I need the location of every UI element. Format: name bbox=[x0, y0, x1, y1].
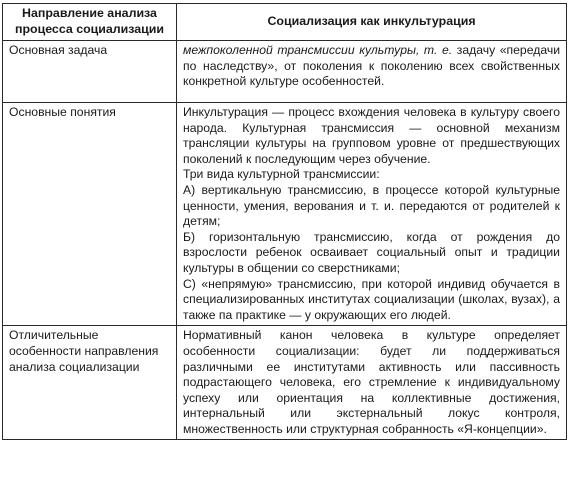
concepts-paragraph: А) вертикальную трансмиссию, в процессе которой культурные ценности, умения, верования и т. и. передаются от родителей к детям; bbox=[183, 182, 560, 229]
concepts-paragraph: Инкультурация — процесс вхождения человека в культуру своего народа. Культурная трансмиссия — основной механизм трансляции культуры на групповом уровне от предшествующих поколений к последующим через обучение. bbox=[183, 105, 560, 166]
table-row bbox=[3, 41, 567, 103]
concepts-paragraph: Б) горизонтальную трансмиссию, когда от рождения до взрослости ребенок осваивает социальный опыт и традиции культуры в общении со сверстниками; bbox=[183, 229, 560, 275]
socialization-table bbox=[2, 3, 567, 440]
header-direction: Направление анализа процесса социализации bbox=[3, 4, 177, 41]
row-label-concepts: Основные понятия bbox=[3, 103, 177, 326]
header-inculturation: Социализация как инкультурация bbox=[177, 4, 567, 41]
row-content-distinctive-features: Нормативный канон человека в культуре определяет особенности социализации: будет ли поддерживаться различными ее институтами активность или пассивность подрастающего человека, его стремление к индивидуальному успеху или ориентация на коллективные достижения, интернальный или экстернальный локус контроля, множественность или структурная собранность «Я-концепции». bbox=[177, 326, 567, 440]
main-task-italic: межпоколенной трансмиссии культуры, т. е. bbox=[183, 43, 453, 57]
header-row bbox=[3, 4, 567, 41]
row-label-main-task: Основная задача bbox=[3, 41, 177, 103]
main-task-text: задачу «передачи по наследству», от поколения к поколению всех свойственных конкретной культуре особенностей. bbox=[183, 43, 560, 89]
table-header bbox=[3, 4, 567, 41]
row-content-main-task bbox=[177, 41, 567, 103]
row-label-distinctive-features: Отличительные особенности направления анализа социализации bbox=[3, 326, 177, 440]
concepts-paragraph: Три вида культурной трансмиссии: bbox=[183, 167, 380, 182]
concepts-paragraph: С) «непрямую» трансмиссию, при которой индивид обучается в специализированных институтах социализации (школах, вузах), а также па практике — у окружающих его людей. bbox=[183, 276, 560, 322]
table-row bbox=[3, 326, 567, 440]
table-row bbox=[3, 103, 567, 326]
row-content-concepts bbox=[177, 103, 567, 326]
